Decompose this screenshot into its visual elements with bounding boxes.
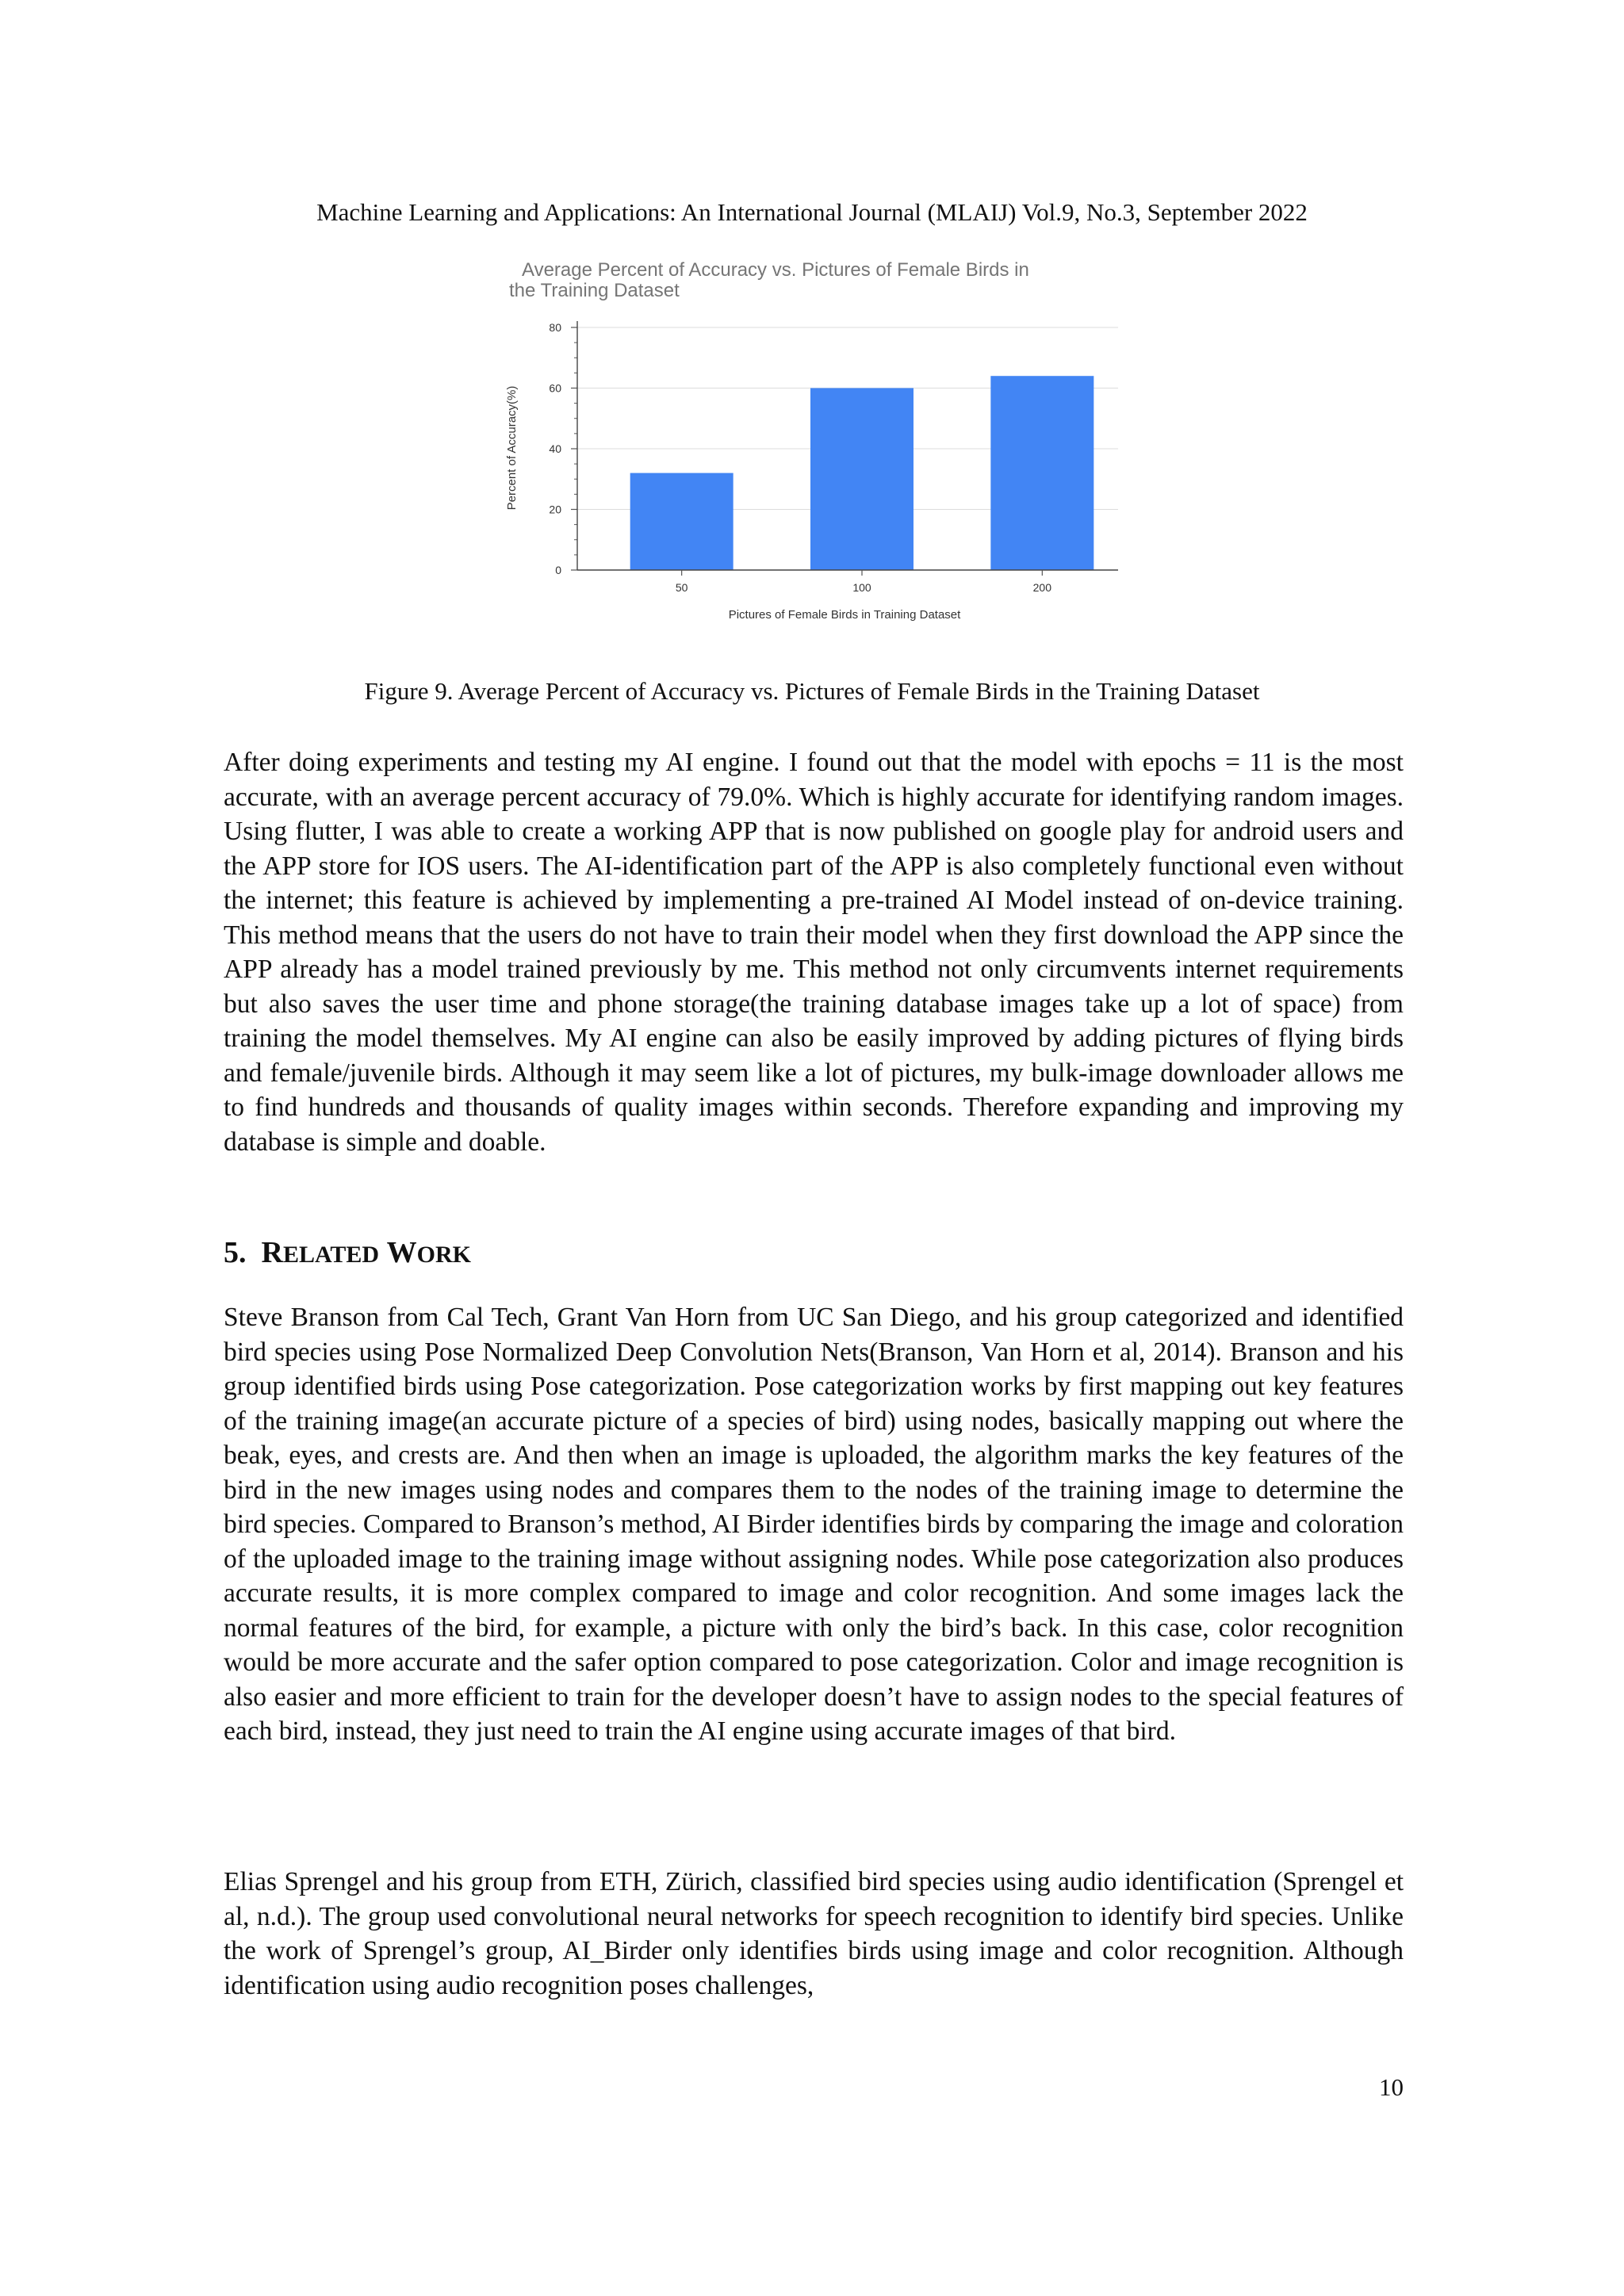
paragraph-sprengel: Elias Sprengel and his group from ETH, Zürich, classified bird species using audio identification (Sprengel et al, n.d.). The group used convolutional neural networks for speech recognition to identify bird species. Unlike the work of Sprengel’s group, AI_Birder only identifies birds using image and color recognition. Although identification using audio recognition poses challenges, <box>224 1867 1404 2000</box>
y-tick-label: 20 <box>549 503 561 516</box>
paragraph-results: After doing experiments and testing my AI engine. I found out that the model with epochs = 11 is the most accurate, with an average percent accuracy of 79.0%. Which is highly accurate for identifying random images. Using flutter, I was able to create a working APP that is now published on google play for android users and the APP store for IOS users. The AI-identification part of the APP is also completely functional even without the internet; this feature is achieved by implementing a pre-trained AI Model instead of on-device training. This method means that the users do not have to train their model when they first download the APP since the APP already has a model trained previously by me. This method not only circumvents internet requirements but also saves the user time and phone storage(the training database images take up a lot of space) from training the model themselves. My AI engine can also be easily improved by adding pictures of flying birds and female/juvenile birds. Although it may seem like a lot of pictures, my bulk-image downloader allows me to find hundreds and thousands of quality images within seconds. Therefore expanding and improving my database is simple and doable. <box>224 748 1404 1157</box>
section-heading-related-work <box>224 1234 471 1274</box>
x-axis-label: Pictures of Female Birds in Training Dataset <box>728 608 961 622</box>
figure-caption: Figure 9. Average Percent of Accuracy vs. Pictures of Female Birds in the Training Dataset <box>364 677 1260 705</box>
bar-100 <box>810 388 914 571</box>
y-tick-label: 0 <box>555 564 561 576</box>
bar-chart <box>492 252 1126 641</box>
section-title-rest-2: ORK <box>416 1242 471 1268</box>
x-tick-label: 50 <box>675 581 688 594</box>
running-header: Machine Learning and Applications: An International Journal (MLAIJ) Vol.9, No.3, September 2022 <box>316 198 1308 226</box>
chart-title-line-2: the Training Dataset <box>509 280 680 301</box>
section-title-cap-2: W <box>386 1236 417 1269</box>
chart-bars <box>630 376 1094 570</box>
y-tick-label: 60 <box>549 381 561 395</box>
bar-50 <box>630 473 733 570</box>
y-tick-label: 80 <box>549 321 561 334</box>
paragraph-branson: Steve Branson from Cal Tech, Grant Van Horn from UC San Diego, and his group categorized and identified bird species using Pose Normalized Deep Convolution Nets(Branson, Van Horn et al, 2014). Branson and his group identified birds using Pose categorization. Pose categorization works by first mapping out key features of the training image(an accurate picture of a species of bird) using nodes, basically mapping out where the beak, eyes, and crests are. And then when an image is uploaded, the algorithm marks the key features of the bird in the new images using nodes and compares them to the nodes of the training image to determine the bird species. Compared to Branson’s method, AI Birder identifies birds by comparing the image and coloration of the uploaded image to the training image without assigning nodes. While pose categorization also produces accurate results, it is more complex compared to image and color recognition. And some images lack the normal features of the bird, for example, a picture with only the bird’s back. In this case, color recognition would be more accurate and the safer option compared to pose categorization. Color and image recognition is also easier and more efficient to train for the developer doesn’t have to assign nodes to the special features of each bird, instead, they just need to train the AI engine using accurate images of that bird. <box>224 1303 1404 1746</box>
x-tick-label: 100 <box>852 581 871 594</box>
figure-9 <box>492 252 1126 641</box>
chart-title-line-1: Average Percent of Accuracy vs. Pictures of Female Birds in <box>522 259 1029 281</box>
y-tick-label: 40 <box>549 442 561 455</box>
x-tick-labels <box>676 581 1051 594</box>
section-title-cap-1: R <box>261 1236 283 1269</box>
section-title-rest-1: ELATED <box>282 1242 380 1268</box>
page-number: 10 <box>1379 2073 1404 2101</box>
x-tick-label: 200 <box>1032 581 1052 594</box>
section-number: 5. <box>224 1236 247 1269</box>
chart-title <box>509 259 1029 301</box>
y-axis-label: Percent of Accuracy(%) <box>505 385 519 511</box>
bar-200 <box>990 376 1094 570</box>
y-tick-labels <box>549 321 561 576</box>
